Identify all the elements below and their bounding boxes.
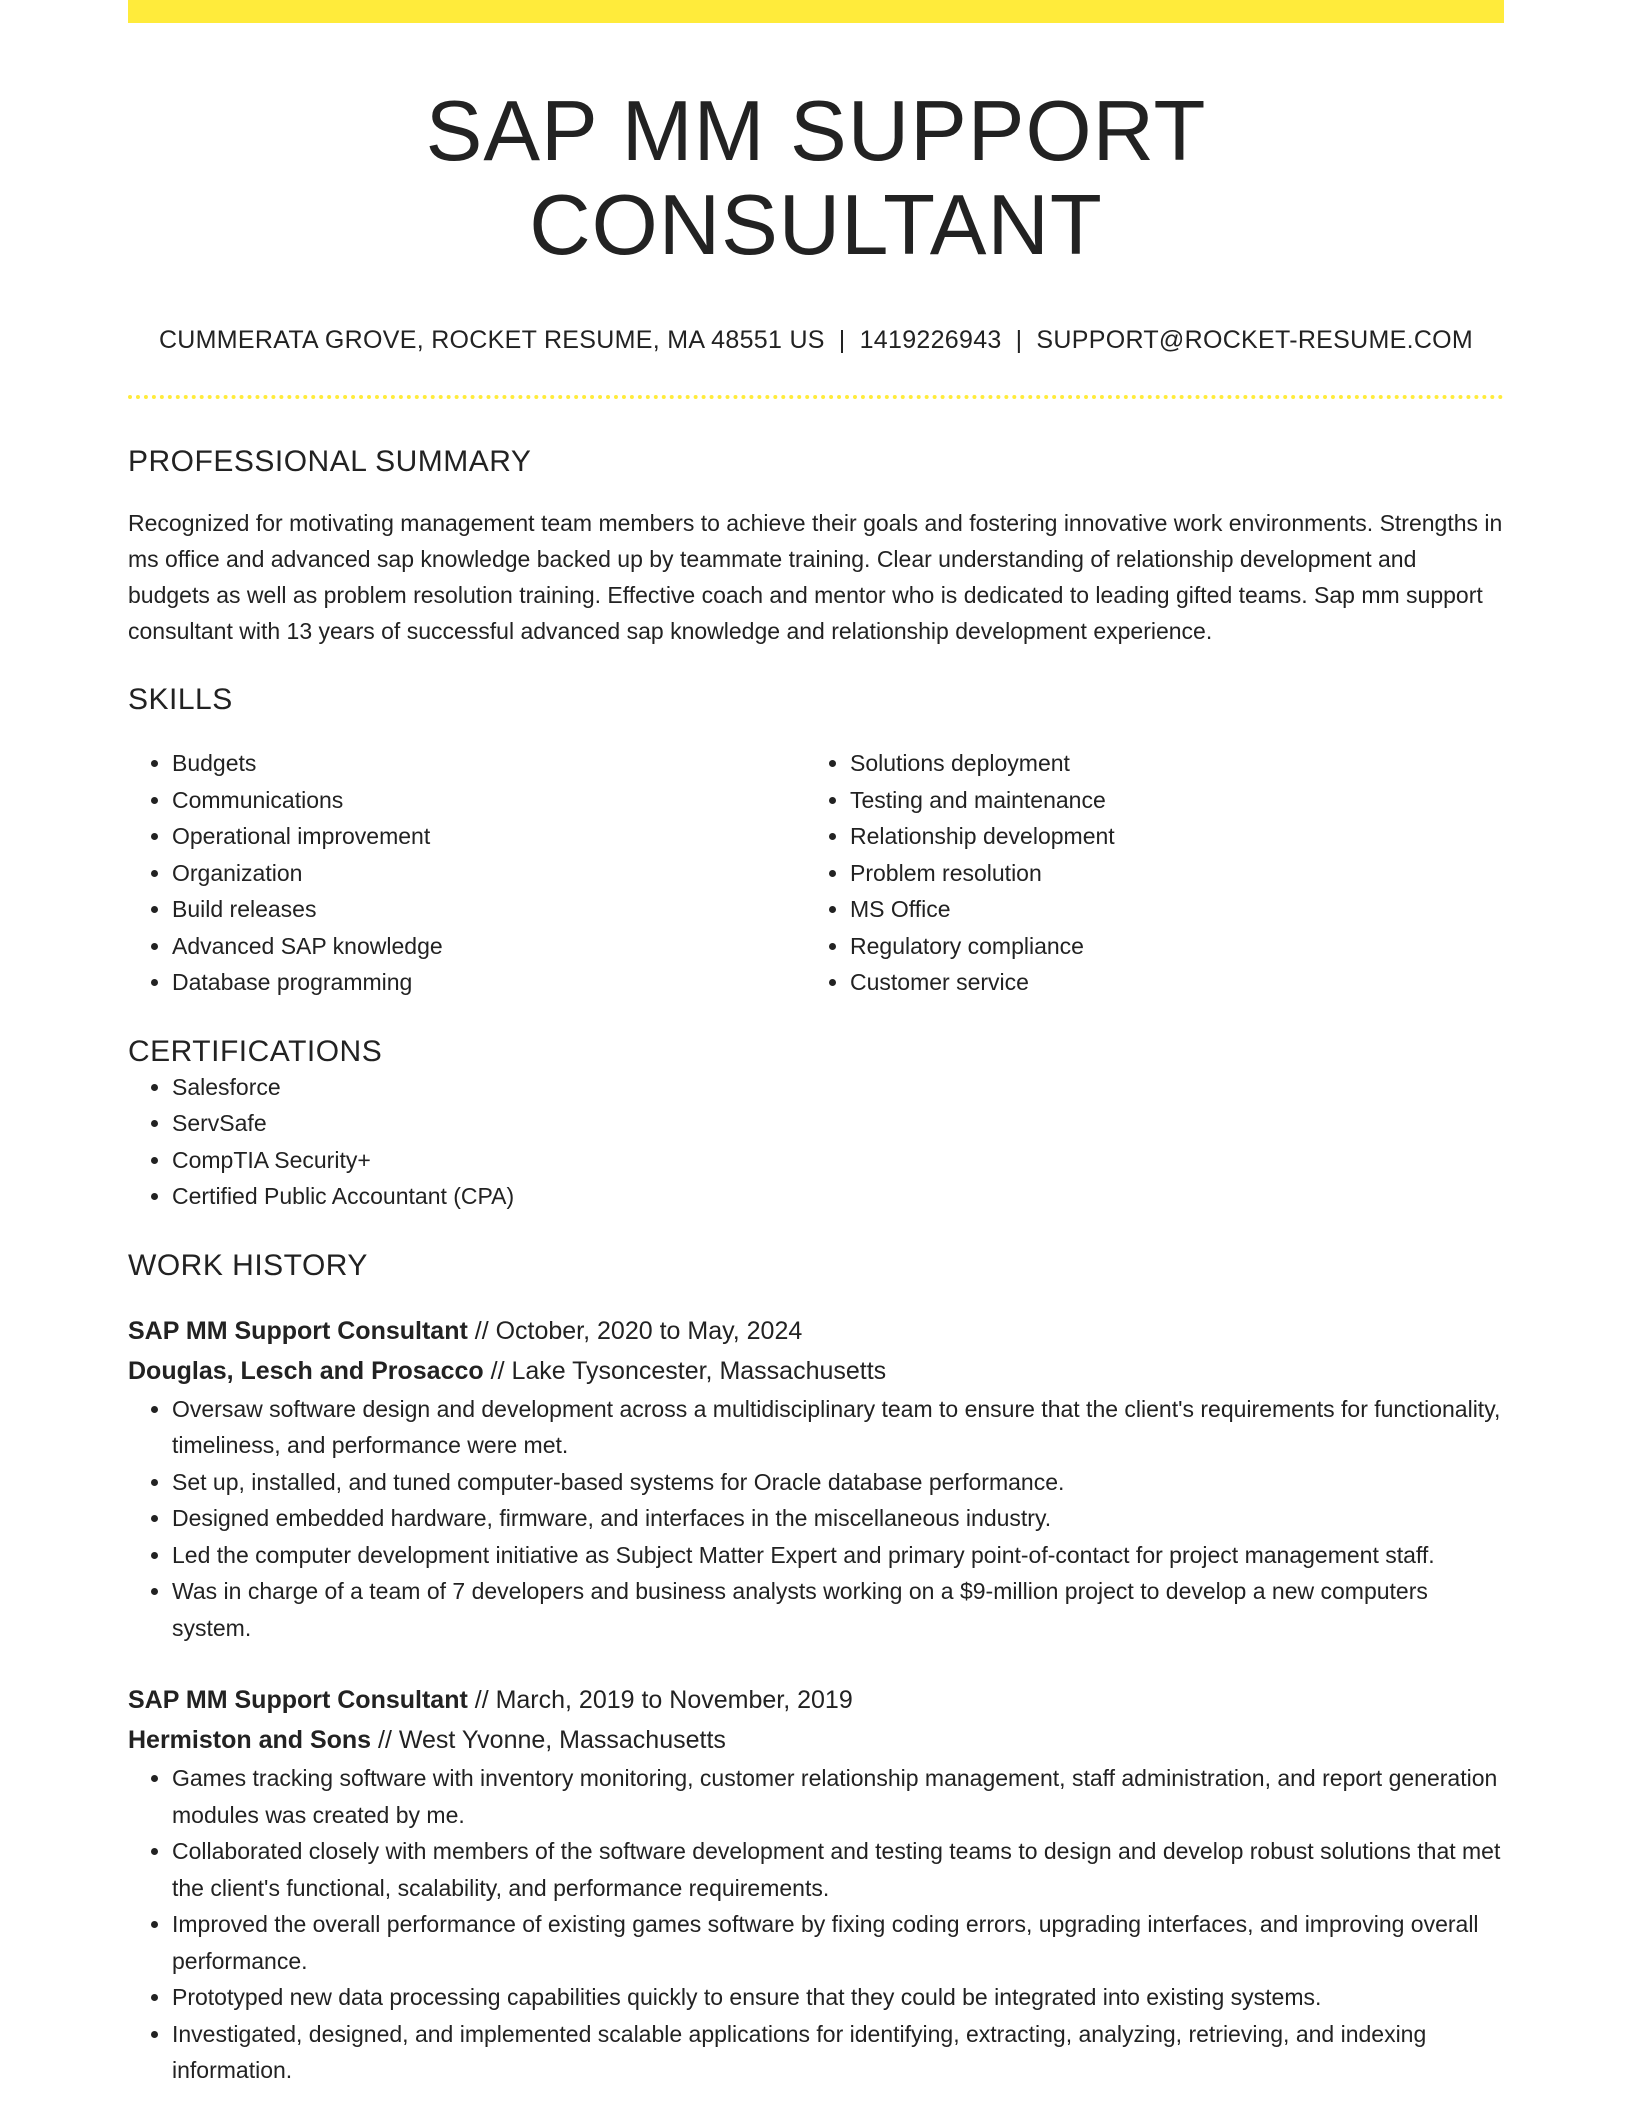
job-bullet: • Collaborated closely with members of the software development and testing teams to design and develop robust solutions that met the client's functional, scalability, and performance requirements. — [172, 1833, 1504, 1906]
job-dates: // October, 2020 to May, 2024 — [467, 1316, 803, 1345]
summary-text: Recognized for motivating management team members to achieve their goals and fostering innovative work environments. Strengths in ms office and advanced sap knowledge backed up by teammate training. Clear understanding of relationship development and budgets as well as problem resolution training. Effective coach and mentor who is dedicated to leading gifted teams. Sap mm support consultant with 13 years of successful advanced sap knowledge and relationship development experience. — [128, 510, 1503, 644]
job-bullet: • Improved the overall performance of existing games software by fixing coding errors, upgrading interfaces, and improving overall performance. — [172, 1906, 1504, 1979]
job-heading — [128, 1311, 1504, 1391]
work-history-section — [128, 1249, 1504, 2089]
skill-item: • Build releases — [172, 891, 806, 928]
job-bullet: • Oversaw software design and development across a multidisciplinary team to ensure that the client's requirements for functionality, timeliness, and performance were met. — [172, 1391, 1504, 1464]
job-company: Douglas, Lesch and Prosacco — [128, 1356, 484, 1385]
skill-item: • MS Office — [850, 891, 1484, 928]
phone: 1419226943 — [859, 326, 1002, 354]
job-bullet: • Led the computer development initiative as Subject Matter Expert and primary point-of-contact for project management staff. — [172, 1537, 1504, 1574]
certifications-heading: CERTIFICATIONS — [128, 1034, 383, 1068]
skills-grid — [128, 745, 1504, 1001]
address: CUMMERATA GROVE, ROCKET RESUME, MA 48551 US — [158, 326, 825, 354]
certifications-list — [128, 1069, 1504, 1215]
skill-item: • Advanced SAP knowledge — [172, 928, 806, 965]
skill-item: • Communications — [172, 782, 806, 819]
job-bullet: • Was in charge of a team of 7 developers and business analysts working on a $9-million project to develop a new computers system. — [172, 1573, 1504, 1646]
job-bullet: • Prototyped new data processing capabilities quickly to ensure that they could be integrated into existing systems. — [172, 1979, 1504, 2016]
skill-item: • Relationship development — [850, 818, 1484, 855]
skill-item: • Operational improvement — [172, 818, 806, 855]
skill-item: • Regulatory compliance — [850, 928, 1484, 965]
job-location: // West Yvonne, Massachusetts — [371, 1726, 726, 1754]
skill-item: • Testing and maintenance — [850, 782, 1484, 819]
skill-item: • Database programming — [172, 964, 806, 1001]
job-heading — [128, 1680, 1504, 1760]
skill-item: • Problem resolution — [850, 855, 1484, 892]
skills-heading: SKILLS — [128, 683, 233, 716]
certification-item: • Certified Public Accountant (CPA) — [172, 1178, 1504, 1215]
job-entry — [128, 1311, 1504, 1647]
skill-item: • Solutions deployment — [850, 745, 1484, 782]
contact-separator: | — [838, 326, 846, 354]
work-history-heading: WORK HISTORY — [128, 1248, 368, 1282]
contact-line — [128, 326, 1504, 355]
job-bullet: • Games tracking software with inventory monitoring, customer relationship management, staff administration, and report generation modules was created by me. — [172, 1760, 1504, 1833]
skills-list-left — [128, 745, 806, 1001]
email: SUPPORT@ROCKET-RESUME.COM — [1036, 326, 1474, 354]
certification-item: • CompTIA Security+ — [172, 1142, 1504, 1179]
skills-column-right — [806, 745, 1484, 1001]
contact-separator: | — [1015, 326, 1023, 354]
skill-item: • Customer service — [850, 964, 1484, 1001]
job-company: Hermiston and Sons — [128, 1726, 372, 1754]
job-role: SAP MM Support Consultant — [128, 1316, 468, 1345]
job-bullet: • Set up, installed, and tuned computer-based systems for Oracle database performance. — [172, 1464, 1504, 1501]
top-accent-bar — [128, 0, 1504, 23]
job-dates: // March, 2019 to November, 2019 — [467, 1686, 853, 1714]
resume-page — [128, 0, 1504, 2089]
job-entry — [128, 1680, 1504, 2089]
skills-list-right — [806, 745, 1484, 1001]
job-location: // Lake Tysoncester, Massachusetts — [483, 1356, 887, 1385]
summary-heading: PROFESSIONAL SUMMARY — [128, 445, 532, 478]
resume-title: SAP MM SUPPORT CONSULTANT — [425, 84, 1207, 273]
job-bullet: • Investigated, designed, and implemented scalable applications for identifying, extracting, analyzing, retrieving, and indexing information. — [172, 2016, 1504, 2089]
job-role: SAP MM Support Consultant — [128, 1686, 468, 1714]
skills-section — [128, 683, 1504, 1001]
certification-item: • Salesforce — [172, 1069, 1504, 1106]
job-bullet-list — [128, 1760, 1504, 2089]
summary-section — [128, 445, 1504, 649]
dotted-divider — [128, 395, 1504, 399]
certifications-section — [128, 1035, 1504, 1215]
job-bullet: • Designed embedded hardware, firmware, and interfaces in the miscellaneous industry. — [172, 1500, 1504, 1537]
job-bullet-list — [128, 1391, 1504, 1647]
certification-item: • ServSafe — [172, 1105, 1504, 1142]
skill-item: • Organization — [172, 855, 806, 892]
skill-item: • Budgets — [172, 745, 806, 782]
skills-column-left — [128, 745, 806, 1001]
